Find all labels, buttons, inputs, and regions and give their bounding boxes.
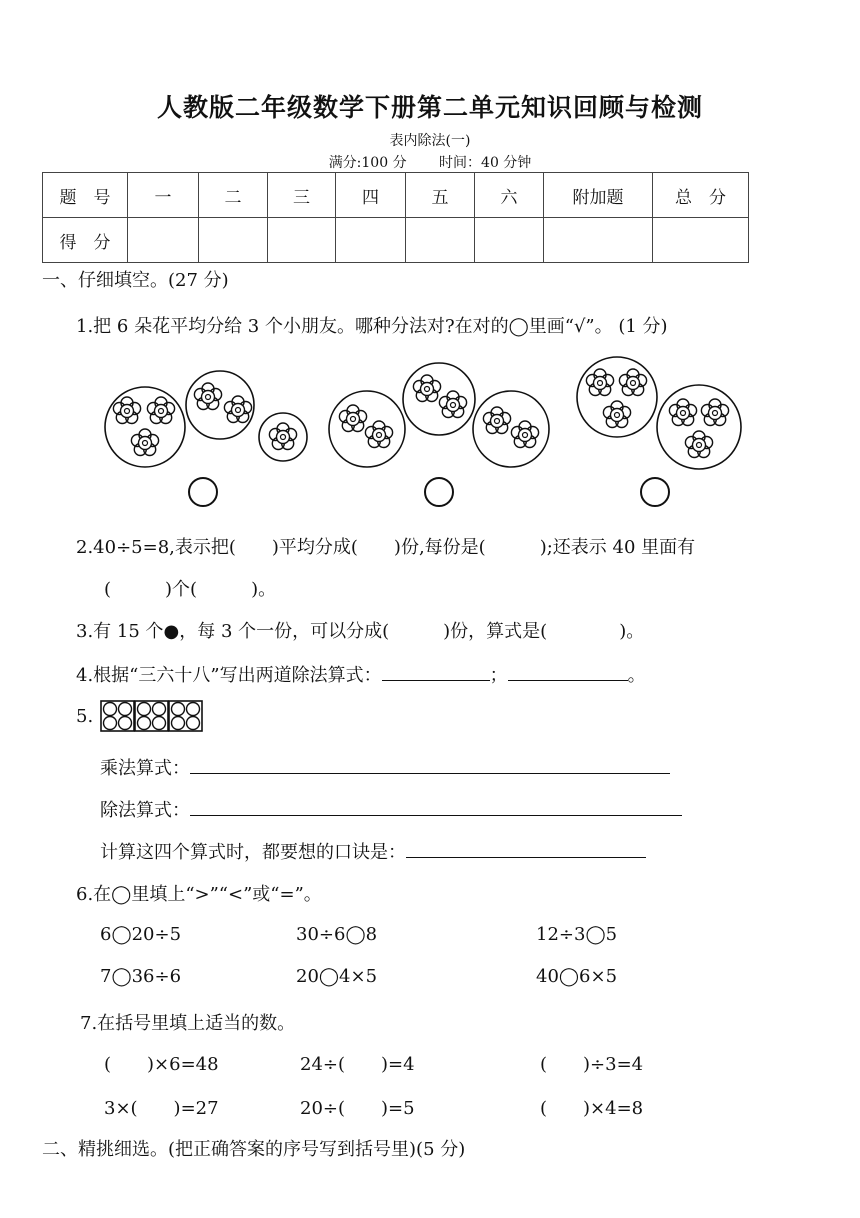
header-cell: 六 bbox=[475, 173, 544, 218]
section2-heading: 二、精挑细选。(把正确答案的序号写到括号里)(5 分) bbox=[42, 1139, 466, 1160]
compare-item[interactable]: 12÷3◯5 bbox=[536, 924, 618, 945]
q5-rhyme bbox=[100, 838, 646, 864]
compare-item[interactable]: 40◯6×5 bbox=[536, 966, 618, 987]
header-cell: 附加题 bbox=[544, 173, 653, 218]
score-cell[interactable] bbox=[406, 218, 475, 263]
compare-item[interactable]: 7◯36÷6 bbox=[100, 966, 182, 987]
question-4-prompt: 4.根据“三六十八”写出两道除法算式： bbox=[76, 665, 382, 686]
full-score: 满分:100 分 bbox=[328, 155, 407, 171]
header-cell: 题 号 bbox=[43, 173, 128, 218]
period: 。 bbox=[627, 665, 646, 686]
score-cell[interactable] bbox=[475, 218, 544, 263]
header-cell: 总 分 bbox=[653, 173, 749, 218]
flower-group-c bbox=[577, 357, 741, 469]
separator: ； bbox=[489, 665, 508, 686]
compare-item[interactable]: 6◯20÷5 bbox=[100, 924, 182, 945]
section1-heading: 一、仔细填空。(27 分) bbox=[42, 270, 229, 291]
header-cell: 二 bbox=[199, 173, 268, 218]
question-5-number: 5. bbox=[76, 706, 94, 727]
fill-item[interactable]: ( )÷3=4 bbox=[540, 1054, 644, 1075]
score-table-header-row bbox=[43, 173, 749, 218]
question-1: 1.把 6 朵花平均分给 3 个小朋友。哪种分法对?在对的◯里画“√”。 (1 分) bbox=[76, 316, 668, 337]
score-cell[interactable] bbox=[128, 218, 199, 263]
header-cell: 一 bbox=[128, 173, 199, 218]
score-cell[interactable] bbox=[544, 218, 653, 263]
row-label-cell: 得 分 bbox=[43, 218, 128, 263]
q5-rhyme-label: 计算这四个算式时，都要想的口诀是： bbox=[100, 842, 406, 863]
page-title: 人教版二年级数学下册第二单元知识回顾与检测 bbox=[156, 93, 703, 122]
fill-item[interactable]: ( )×6=48 bbox=[104, 1054, 219, 1075]
q5-mult-label: 乘法算式： bbox=[100, 758, 190, 779]
page-subtitle: 表内除法(一) bbox=[389, 133, 471, 149]
compare-item[interactable]: 20◯4×5 bbox=[296, 966, 378, 987]
score-table bbox=[42, 172, 749, 263]
exam-meta bbox=[0, 152, 860, 172]
answer-line[interactable] bbox=[382, 679, 490, 681]
question-4 bbox=[76, 661, 646, 687]
score-cell[interactable] bbox=[268, 218, 336, 263]
question-2-line2: ( )个( )。 bbox=[104, 579, 277, 600]
fill-item[interactable]: 24÷( )=4 bbox=[300, 1054, 415, 1075]
question-3: 3.有 15 个●，每 3 个一份，可以分成( )份，算式是( )。 bbox=[76, 621, 645, 642]
q5-division bbox=[100, 796, 682, 822]
header-cell: 四 bbox=[336, 173, 406, 218]
question-2-line1: 2.40÷5=8,表示把( )平均分成( )份,每份是( );还表示 40 里面有 bbox=[76, 537, 696, 558]
score-cell[interactable] bbox=[653, 218, 749, 263]
fill-item[interactable]: ( )×4=8 bbox=[540, 1098, 644, 1119]
flower-group-a bbox=[105, 371, 307, 467]
answer-circle-c[interactable] bbox=[640, 477, 670, 507]
score-table-score-row bbox=[43, 218, 749, 263]
q5-multiplication bbox=[100, 754, 670, 780]
dot-groups-illustration bbox=[100, 700, 205, 732]
score-cell[interactable] bbox=[336, 218, 406, 263]
flower-group-b bbox=[329, 363, 549, 467]
answer-circle-a[interactable] bbox=[188, 477, 218, 507]
header-cell: 五 bbox=[406, 173, 475, 218]
question-7: 7.在括号里填上适当的数。 bbox=[80, 1013, 296, 1034]
question-6: 6.在◯里填上“>”“<”或“=”。 bbox=[76, 884, 322, 905]
compare-item[interactable]: 30÷6◯8 bbox=[296, 924, 378, 945]
score-cell[interactable] bbox=[199, 218, 268, 263]
fill-item[interactable]: 20÷( )=5 bbox=[300, 1098, 415, 1119]
answer-circle-b[interactable] bbox=[424, 477, 454, 507]
time-limit: 时间：40 分钟 bbox=[439, 155, 532, 171]
answer-line[interactable] bbox=[508, 679, 628, 681]
answer-line[interactable] bbox=[190, 772, 670, 774]
fill-item[interactable]: 3×( )=27 bbox=[104, 1098, 219, 1119]
answer-line[interactable] bbox=[406, 856, 646, 858]
q5-div-label: 除法算式： bbox=[100, 800, 190, 821]
header-cell: 三 bbox=[268, 173, 336, 218]
answer-line[interactable] bbox=[190, 814, 682, 816]
